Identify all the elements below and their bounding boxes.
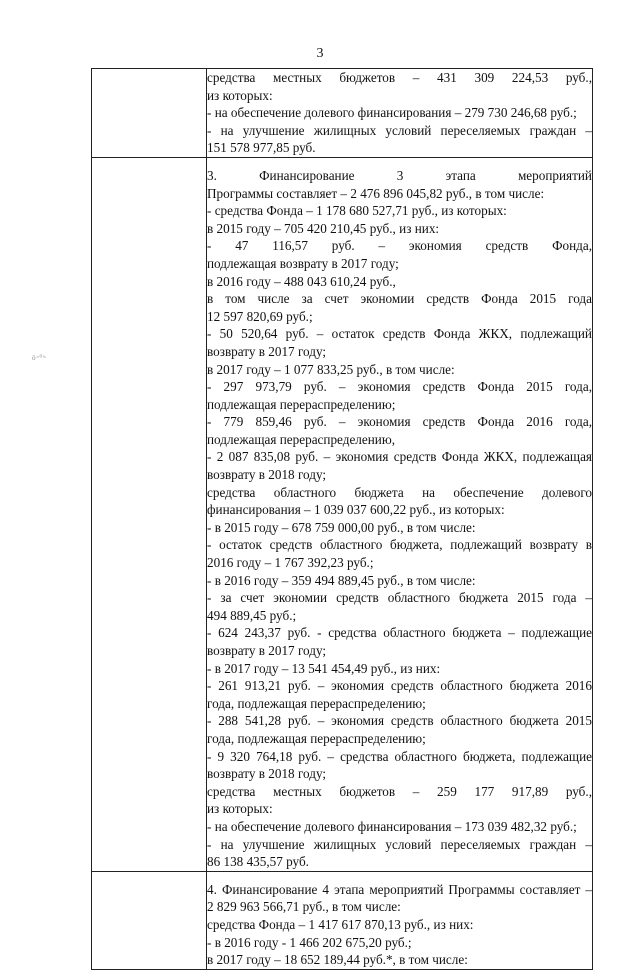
text-line: - 288 541,28 руб. – экономия средств областного бюджета 2015: [207, 713, 592, 729]
text-line: из которых:: [207, 87, 273, 103]
text-line: - в 2017 году – 13 541 454,49 руб., из них:: [207, 660, 441, 676]
text-line: 2016 году – 1 767 392,23 руб.;: [207, 555, 374, 571]
text-line: - 9 320 764,18 руб. – средства областного бюджета, подлежащие: [207, 748, 592, 764]
text-line: - на улучшение жилищных условий переселяемых граждан –: [207, 122, 592, 138]
text-line: - 779 859,46 руб. – экономия средств Фонда 2016 года,: [207, 414, 592, 430]
text-block: [207, 881, 592, 969]
text-line: - 624 243,37 руб. - средства областного бюджета – подлежащие: [207, 625, 592, 641]
text-line: подлежащая перераспределению,: [207, 431, 395, 447]
text-line: средства местных бюджетов – 431 309 224,53 руб.,: [207, 70, 592, 85]
text-line: в 2016 году – 488 043 610,24 руб.,: [207, 273, 396, 289]
financing-table: [91, 68, 593, 970]
block-stage3-financing: [207, 157, 593, 871]
text-line: в 2017 году – 1 077 833,25 руб., в том числе:: [207, 361, 455, 377]
text-line: 12 597 820,69 руб.;: [207, 308, 313, 324]
text-line: - на обеспечение долевого финансирования – 173 039 482,32 руб.;: [207, 818, 577, 834]
text-line: средства местных бюджетов – 259 177 917,89 руб.,: [207, 783, 592, 799]
text-line: в том числе за счет экономии средств Фонда 2015 года: [207, 291, 592, 307]
text-line: в 2015 году – 705 420 210,45 руб., из них:: [207, 220, 440, 236]
text-line: средства областного бюджета на обеспечение долевого: [207, 484, 592, 500]
text-line: - 297 973,79 руб. – экономия средств Фонда 2015 года,: [207, 379, 592, 395]
text-line: - остаток средств областного бюджета, подлежащий возврату в: [207, 537, 592, 553]
block-stage4-financing: [207, 871, 593, 969]
table-row: [92, 871, 593, 969]
text-line: - на улучшение жилищных условий переселяемых граждан –: [207, 836, 592, 852]
table-row: [92, 157, 593, 871]
empty-left-cell: [92, 69, 207, 158]
text-line: - в 2016 году - 1 466 202 675,20 руб.;: [207, 934, 412, 950]
text-line: из которых:: [207, 801, 273, 817]
text-line: - в 2016 году – 359 494 889,45 руб., в том числе:: [207, 572, 476, 588]
text-line: - за счет экономии средств областного бюджета 2015 года –: [207, 590, 592, 606]
text-line: возврату в 2017 году;: [207, 343, 327, 359]
text-line: подлежащая перераспределению;: [207, 396, 396, 412]
text-block: [207, 69, 592, 157]
text-line: средства Фонда – 1 417 617 870,13 руб., из них:: [207, 916, 474, 932]
text-block: [207, 167, 592, 871]
text-line: подлежащая возврату в 2017 году;: [207, 255, 399, 271]
text-line: Программы составляет – 2 476 896 045,82 руб., в том числе:: [207, 185, 545, 201]
text-line: года, подлежащая перераспределению;: [207, 730, 426, 746]
block-local-budgets-stage2: [207, 69, 593, 158]
margin-mark: ӧᵒ⁰ᵇ: [32, 354, 47, 362]
empty-left-cell: [92, 871, 207, 969]
text-line: - 261 913,21 руб. – экономия средств областного бюджета 2016: [207, 678, 592, 694]
text-line: 4. Финансирование 4 этапа мероприятий Программы составляет –: [207, 881, 592, 897]
text-line: финансирования – 1 039 037 600,22 руб., из которых:: [207, 502, 505, 518]
empty-left-cell: [92, 157, 207, 871]
text-line: возврату в 2018 году;: [207, 766, 327, 782]
table-row: [92, 69, 593, 158]
text-line: 3. Финансирование 3 этапа мероприятий: [207, 167, 592, 183]
text-line: года, подлежащая перераспределению;: [207, 695, 426, 711]
text-line: - на обеспечение долевого финансирования – 279 730 246,68 руб.;: [207, 105, 577, 121]
text-line: возврату в 2018 году;: [207, 467, 327, 483]
text-line: возврату в 2017 году;: [207, 643, 327, 658]
text-line: - средства Фонда – 1 178 680 527,71 руб., из которых:: [207, 203, 507, 219]
text-line: 86 138 435,57 руб.: [207, 854, 309, 870]
text-line: 494 889,45 руб.;: [207, 607, 297, 623]
text-line: - 47 116,57 руб. – экономия средств Фонда,: [207, 238, 592, 254]
text-line: - в 2015 году – 678 759 000,00 руб., в том числе:: [207, 519, 476, 535]
text-line: в 2017 году – 18 652 189,44 руб.*, в том числе:: [207, 952, 468, 968]
page-number: 3: [316, 46, 324, 61]
text-line: 151 578 977,85 руб.: [207, 140, 316, 156]
text-line: - 2 087 835,08 руб. – экономия средств Фонда ЖКХ, подлежащая: [207, 449, 592, 465]
text-line: - 50 520,64 руб. – остаток средств Фонда ЖКХ, подлежащий: [207, 326, 592, 342]
text-line: 2 829 963 566,71 руб., в том числе:: [207, 899, 401, 915]
